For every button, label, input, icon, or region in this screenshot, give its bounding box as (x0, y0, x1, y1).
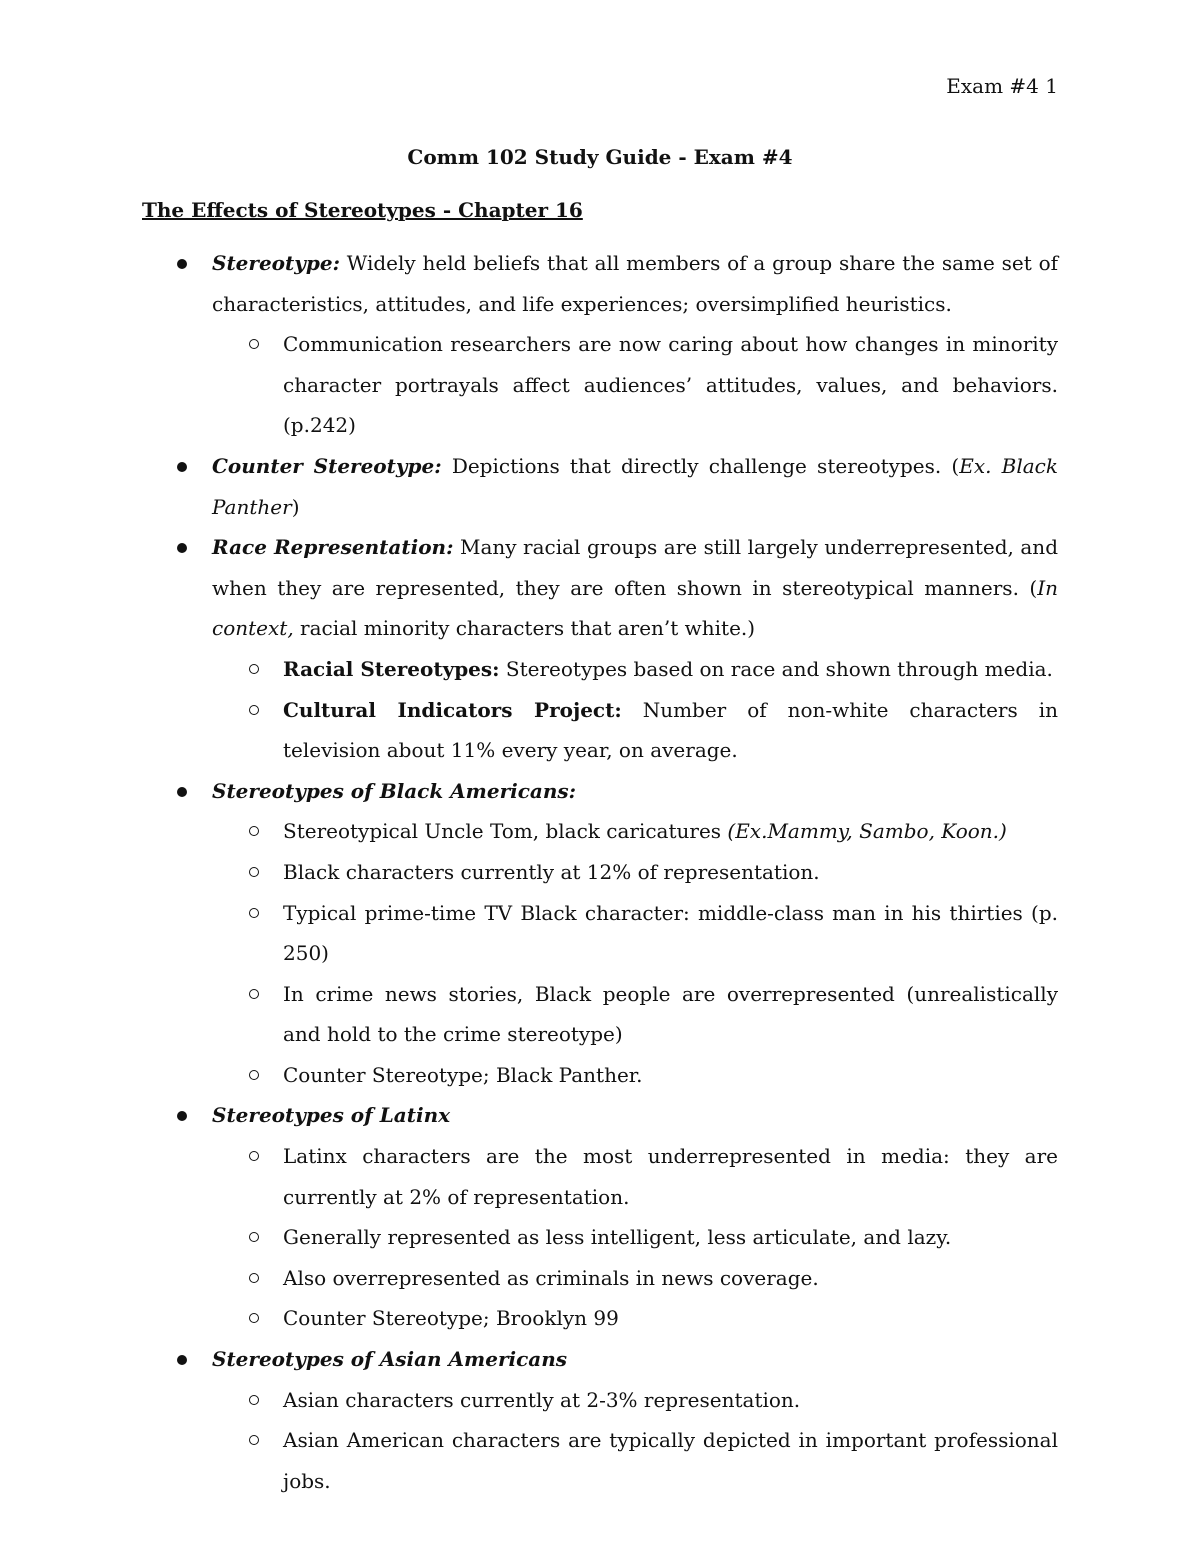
sub-item (142, 1380, 1058, 1421)
sub-item-text: Typical prime-time TV Black character: middle-class man in his thirties (p. 250) (283, 900, 1058, 966)
circle-bullet-icon (249, 705, 259, 715)
term-black-americans: Stereotypes of Black Americans: (212, 778, 577, 803)
circle-bullet-icon (249, 1070, 259, 1080)
notes-list (142, 243, 1058, 1501)
circle-bullet-icon (249, 989, 259, 999)
bullet-icon (177, 543, 187, 553)
term-latinx: Stereotypes of Latinx (212, 1103, 451, 1128)
circle-bullet-icon (249, 339, 259, 349)
term-racial-stereotypes: Racial Stereotypes: (283, 656, 500, 681)
term-asian-americans: Stereotypes of Asian Americans (212, 1347, 568, 1372)
sub-item (142, 852, 1058, 893)
list-item-asian-americans (142, 1339, 1058, 1380)
circle-bullet-icon (249, 1151, 259, 1161)
circle-bullet-icon (249, 1273, 259, 1283)
sub-item-text: Black characters currently at 12% of representation. (283, 859, 820, 884)
circle-bullet-icon (249, 1395, 259, 1405)
sub-item (142, 1136, 1058, 1217)
sub-item-text: Communication researchers are now caring about how changes in minority character portrayals affect audiences’ attitudes, values, and behaviors. (p.242) (283, 332, 1058, 438)
bullet-icon (177, 259, 187, 269)
sub-item-text: Counter Stereotype; Brooklyn 99 (283, 1306, 619, 1331)
sub-item-text: Counter Stereotype; Black Panther. (283, 1062, 643, 1087)
definition-race-representation: Many racial groups are still largely underrepresented, and when they are represented, they are often shown in stereotypical manners. ( (212, 535, 1058, 600)
sub-item (142, 1420, 1058, 1501)
circle-bullet-icon (249, 826, 259, 836)
document-title: Comm 102 Study Guide - Exam #4 (407, 145, 793, 169)
closing-paren: ) (291, 494, 300, 519)
circle-bullet-icon (249, 664, 259, 674)
sub-item-text: Latinx characters are the most underrepresented in media: they are currently at 2% of representation. (283, 1144, 1058, 1209)
sub-item (142, 649, 1058, 690)
sub-item (142, 1298, 1058, 1339)
definition-counter-stereotype: Depictions that directly challenge stereotypes. ( (451, 453, 960, 478)
circle-bullet-icon (249, 1232, 259, 1242)
list-item-latinx (142, 1095, 1058, 1136)
sub-item (142, 974, 1058, 1055)
bullet-icon (177, 1111, 187, 1121)
sub-item-text: In crime news stories, Black people are overrepresented (unrealistically and hold to the crime stereotype) (283, 981, 1058, 1047)
sub-item-text: Asian characters currently at 2-3% representation. (283, 1387, 801, 1412)
definition-race-continued: racial minority characters that aren’t white.) (300, 616, 756, 641)
circle-bullet-icon (249, 1435, 259, 1445)
sub-item (142, 893, 1058, 974)
list-item-counter-stereotype (142, 446, 1058, 527)
sub-item (142, 1217, 1058, 1258)
bullet-icon (177, 787, 187, 797)
section-heading: The Effects of Stereotypes - Chapter 16 (142, 198, 583, 222)
example-text: Ex. Black Panther (212, 453, 1059, 519)
list-item-race-representation (142, 527, 1058, 649)
sub-item-text: Generally represented as less intelligent, less articulate, and lazy. (283, 1225, 952, 1250)
term-cultural-indicators: Cultural Indicators Project: (283, 697, 622, 722)
sub-item-text: Asian American characters are typically depicted in important professional jobs. (283, 1428, 1058, 1493)
sub-item-text: Also overrepresented as criminals in news coverage. (283, 1265, 819, 1290)
page-header-label: Exam #4 1 (946, 74, 1058, 98)
sub-item-text: Number of non-white characters in television about 11% every year, on average. (283, 697, 1058, 763)
term-stereotype: Stereotype: (212, 251, 340, 275)
term-race-representation: Race Representation: (212, 535, 454, 560)
context-label: In context, (212, 575, 1058, 641)
bullet-icon (177, 462, 187, 472)
sub-item (142, 811, 1058, 852)
sub-item-text: Stereotypes based on race and shown through media. (505, 656, 1053, 681)
sub-item (142, 324, 1058, 446)
definition-stereotype: Widely held beliefs that all members of a group share the same set of characteristics, attitudes, and life experiences; oversimplified heuristics. (212, 251, 1059, 316)
term-counter-stereotype: Counter Stereotype: (212, 453, 442, 478)
list-item-black-americans (142, 771, 1058, 812)
sub-item (142, 1055, 1058, 1096)
bullet-icon (177, 1355, 187, 1365)
sub-item (142, 1258, 1058, 1299)
sub-item-text: Stereotypical Uncle Tom, black caricatures (283, 819, 722, 844)
sub-item (142, 690, 1058, 771)
circle-bullet-icon (249, 1313, 259, 1323)
circle-bullet-icon (249, 908, 259, 918)
example-text: (Ex.Mammy, Sambo, Koon.) (727, 819, 1007, 844)
circle-bullet-icon (249, 867, 259, 877)
list-item-stereotype (142, 243, 1058, 324)
